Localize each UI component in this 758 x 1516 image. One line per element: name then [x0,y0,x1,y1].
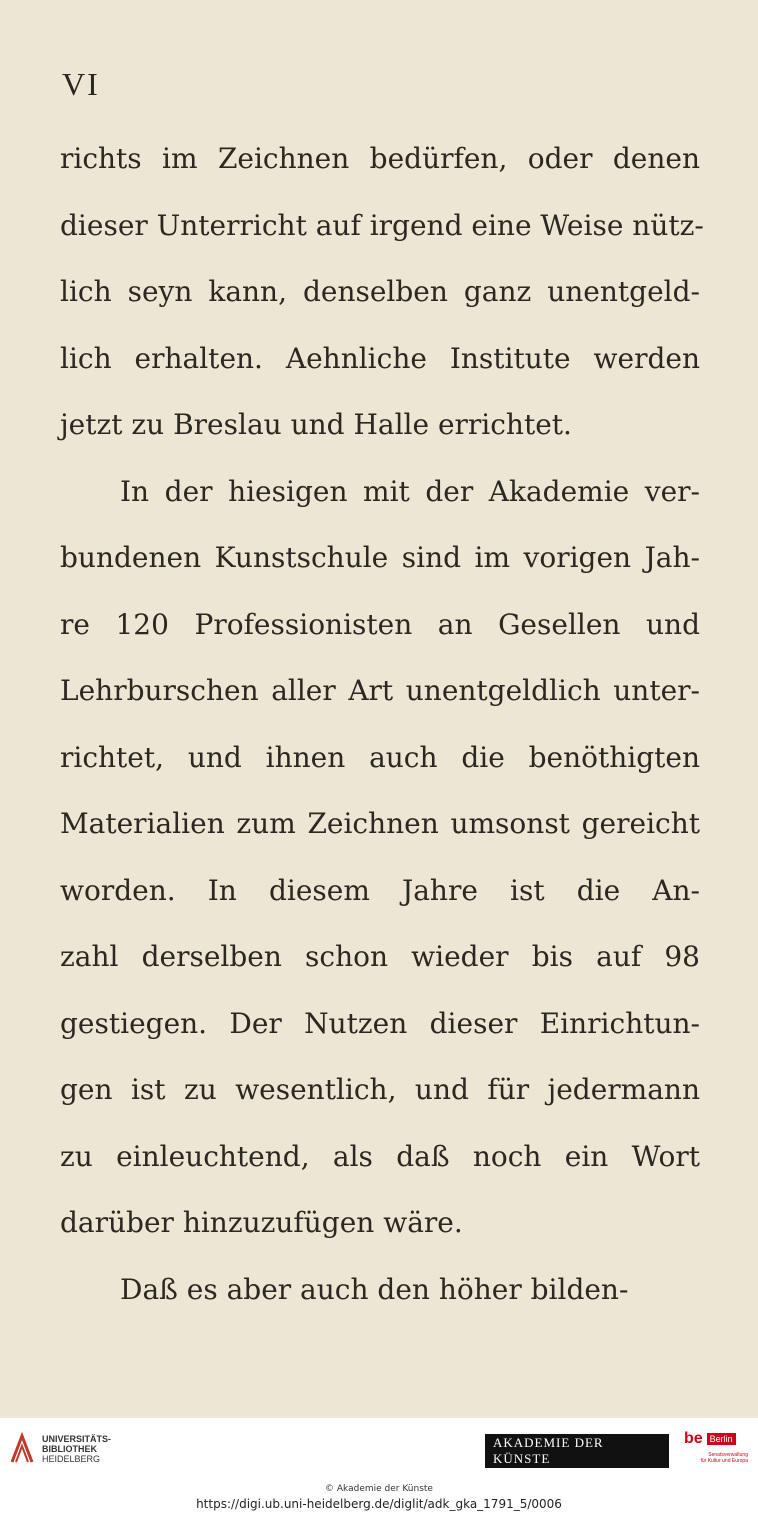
text-line: jetzt zu Breslau und Halle errichtet. [60,408,572,441]
akademie-label: AKADEMIE DER KÜNSTE [484,1432,670,1470]
footer-bar [0,1418,758,1480]
ub-line: UNIVERSITÄTS- [42,1434,112,1444]
berlin-sub-line: Senatsverwaltung [708,1452,748,1458]
page-number: VI [62,66,100,102]
berlin-tag: Berlin [707,1433,736,1445]
text-line: darüber hinzuzufügen wäre. [60,1206,463,1239]
text-line: richts im Zeichnen bedürfen, oder denen [60,142,700,175]
text-line: Lehrburschen aller Art unentgeldlich unter- [60,674,700,707]
ub-text [42,1434,111,1464]
ub-heidelberg-logo[interactable] [8,1432,111,1466]
text-line: worden. In diesem Jahre ist die An- [60,873,700,907]
text-line: lich erhalten. Aehnliche Institute werden [60,341,700,375]
berlin-sub-line: für Kultur und Europa [700,1458,748,1464]
text-line: zahl derselben schon wieder bis auf 98 [60,940,700,973]
copyright-notice: © Akademie der Künste [325,1484,433,1494]
text-line: bundenen Kunstschule sind im vorigen Jah- [60,541,700,574]
text-line: dieser Unterricht auf irgend eine Weise nütz- [60,208,704,242]
text-line: gestiegen. Der Nutzen dieser Einrichtun- [60,1006,700,1040]
text-line: richtet, und ihnen auch die benöthigten [60,740,700,774]
page-text [60,126,704,1323]
permalink-url[interactable]: https://digi.ub.uni-heidelberg.de/diglit/adk_gka_1791_5/0006 [196,1497,562,1511]
text-line: gen ist zu wesentlich, und für jedermann [60,1073,700,1106]
berlin-subtitle [684,1452,748,1464]
text-line: In der hiesigen mit der Akademie ver- [120,474,700,508]
ub-line: HEIDELBERG [42,1454,101,1464]
ub-emblem-icon [8,1432,36,1466]
text-line: re 120 Professionisten an Gesellen und [60,607,700,641]
akademie-logo[interactable] [484,1434,670,1468]
berlin-be-mark: be [684,1430,703,1447]
text-line: Materialien zum Zeichnen umsonst gereicht [60,807,700,840]
text-line: lich seyn kann, denselben ganz unentgeld- [60,275,700,308]
text-line: Daß es aber auch den höher bilden- [120,1272,629,1306]
ub-line: BIBLIOTHEK [42,1444,97,1454]
text-line: zu einleuchtend, als daß noch ein Wort [60,1139,700,1173]
berlin-logo[interactable] [684,1430,748,1472]
